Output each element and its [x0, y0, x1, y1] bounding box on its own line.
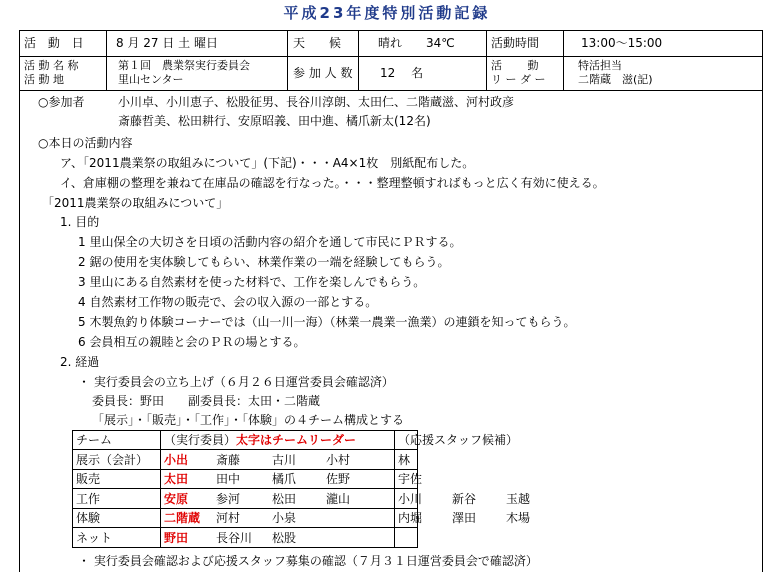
progress-line-3: 「展示」・「販売」・「工作」・「体験」の４チーム構成とする [92, 413, 405, 427]
progress-line-1: ・ 実行委員会の立ち上げ（６月２６日運営委員会確認済） [78, 375, 394, 389]
team-member: 瀧山 [326, 492, 351, 506]
team-member: 参河 [216, 492, 241, 506]
weather-label: 天 候 [293, 36, 342, 50]
leader-value-1: 特活担当 [578, 59, 622, 72]
team-name: 工作 [76, 492, 101, 506]
participants-heading: ○参加者 [38, 95, 85, 109]
time-value: 13:00〜15:00 [581, 36, 663, 50]
team-member: 長谷川 [216, 531, 253, 545]
staff-header: （応援スタッフ候補） [398, 433, 519, 447]
purpose-item: 5 木製魚釣り体験コーナーでは（山一川一海）（林業一農業一漁業）の連鎖を知ってもらう。 [78, 315, 576, 329]
purpose-item: 1 里山保全の大切さを日頃の活動内容の紹介を通して市民にＰＲする。 [78, 235, 462, 249]
participants-label: 参 加 人 数 [293, 66, 353, 80]
purpose-item: 2 鋸の使用を実体験してもらい、林業作業の一端を経験してもらう。 [78, 255, 450, 269]
content-item-i: イ、倉庫棚の整理を兼ねて在庫品の確認を行なった。・・・整理整頓すればもっと広く有効に使える。 [60, 176, 605, 190]
committee-header: （実行委員）太字はチームリーダー [164, 433, 357, 447]
team-header: チーム [76, 433, 113, 447]
progress-line-4: ・ 実行委員会確認および応援スタッフ募集の確認（７月３１日運営委員会で確認済） [78, 554, 538, 568]
content-item-a: ア、「2011農業祭の取組みについて」(下記)・・・A4×1枚 別紙配布した。 [60, 156, 475, 170]
leader-label-2: リ ー ダ ー [491, 73, 546, 86]
team-member: 小泉 [272, 511, 297, 525]
time-label: 活動時間 [491, 36, 540, 50]
team-name: 体験 [76, 511, 101, 525]
body-right-border [762, 90, 763, 572]
activity-place-value: 里山センター [118, 73, 184, 86]
team-member: 松田 [272, 492, 297, 506]
date-label: 活 動 日 [24, 36, 88, 50]
content-heading: ○本日の活動内容 [38, 136, 133, 150]
team-member: 田中 [216, 472, 241, 486]
staff-member: 内堀 [398, 511, 423, 525]
staff-member: 玉越 [506, 492, 531, 506]
activity-place-label: 活 動 地 [24, 73, 64, 86]
staff-member: 澤田 [452, 511, 477, 525]
purpose-item: 6 会員相互の親睦と会のＰＲの場とする。 [78, 335, 306, 349]
staff-member: 小川 [398, 492, 423, 506]
team-member: 斎藤 [216, 453, 241, 467]
participants-line-1: 小川卓、小川恵子、松股征男、長谷川淳朗、太田仁、二階蔵滋、河村政彦 [118, 95, 515, 109]
team-leader: 安原 [164, 492, 189, 506]
progress-line-2: 委員長：野田 副委員長：太田・二階蔵 [92, 394, 321, 408]
team-name: 展示（会計） [76, 453, 149, 467]
activity-name-label: 活 動 名 称 [24, 59, 79, 72]
team-member: 小村 [326, 453, 351, 467]
section-title: 「2011農業祭の取組みについて」 [42, 196, 229, 210]
staff-member: 木場 [506, 511, 531, 525]
team-member: 橘爪 [272, 472, 297, 486]
purpose-item: 4 自然素材工作物の販売で、会の収入源の一部とする。 [78, 295, 378, 309]
purpose-item: 3 里山にある自然素材を使った材料で、工作を楽しんでもらう。 [78, 275, 426, 289]
team-member: 河村 [216, 511, 241, 525]
participants-line-2: 斎藤哲美、松田耕行、安原昭義、田中進、橘爪新太(12名) [118, 114, 431, 128]
team-name: ネット [76, 531, 113, 545]
team-leader: 野田 [164, 531, 189, 545]
team-member: 松股 [272, 531, 297, 545]
leader-label-1: 活 動 [491, 59, 539, 72]
activity-name-value: 第１回 農業祭実行委員会 [118, 59, 250, 72]
purpose-heading: 1. 目的 [60, 215, 100, 229]
team-leader: 太田 [164, 472, 189, 486]
staff-member: 宇佐 [398, 472, 423, 486]
date-value: 8 月 27 日 土 曜日 [116, 36, 218, 50]
team-leader: 小出 [164, 453, 189, 467]
leader-value-2: 二階蔵 滋(記) [578, 73, 653, 86]
body-left-border [19, 90, 20, 572]
weather-value: 晴れ 34℃ [378, 36, 455, 50]
team-leader: 二階蔵 [164, 511, 201, 525]
page-title: 平成23年度特別活動記録 [283, 4, 491, 22]
team-member: 佐野 [326, 472, 351, 486]
participants-value: 12 名 [380, 66, 424, 80]
staff-member: 林 [398, 453, 411, 467]
progress-heading: 2. 経過 [60, 355, 100, 369]
team-member: 古川 [272, 453, 297, 467]
staff-member: 新谷 [452, 492, 477, 506]
team-name: 販売 [76, 472, 101, 486]
